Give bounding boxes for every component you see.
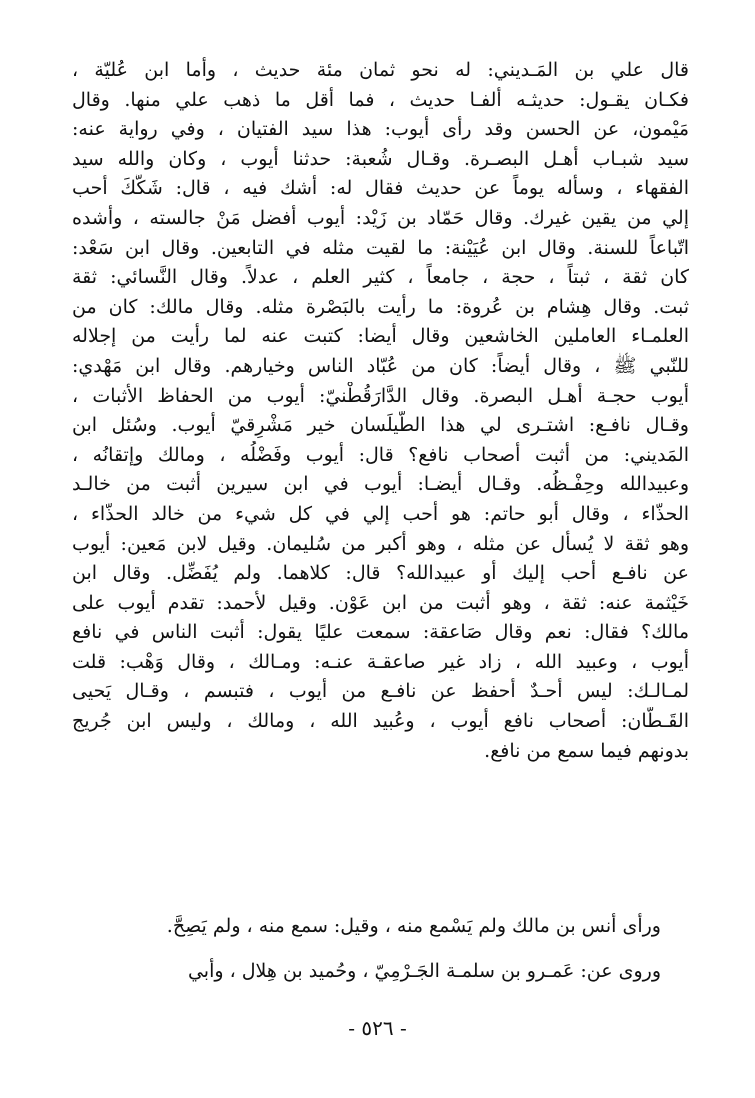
- text-line: الحذّاء ، وقال أبو حاتم: هو أحب إلي في كل شيء من خالد الحذّاء ،: [72, 502, 689, 525]
- text-line: للنّبي ﷺ ، وقال أيضاً: كان من عُبّاد الناس وخيارهم. وقال ابن مَهْدي:: [72, 354, 689, 377]
- text-line: العلمـاء العاملين الخاشعين وقال أيضا: كتبت عنه لما رأيت من إجلاله: [72, 325, 689, 348]
- text-line: مَيْمون، عن الحسن وقد رأى أيوب: هذا سيد الفتيان ، وفي رواية عنه:: [72, 118, 689, 141]
- text-line: الفقهاء ، وسأله يوماً عن حديث فقال له: أشك فيه ، قال: شَكُّكَ أحب: [72, 177, 689, 200]
- text-line: وروى عن: عَمـرو بن سلمـة الجَـرْمِيّ ، وحُميد بن هِلال ، وأبي: [187, 960, 661, 982]
- text-line: فكـان يقـول: حديثـه ألفـا حديث ، فما أقل ما ذهب علي منها. وقال: [72, 88, 689, 111]
- text-line: مالك؟ فقال: نعم وقال صَاعقة: سمعت عليًا يقول: أثبت الناس في نافع: [72, 621, 689, 644]
- text-line: اتّباعاً للسنة. وقال ابن عُيَيْنة: ما لقيت مثله في التابعين. وقال ابن سَعْد:: [72, 236, 689, 259]
- page-number: - ٥٢٦ -: [348, 1016, 407, 1040]
- paragraph-narrators: [72, 957, 689, 987]
- text-line: خَيْثمة عنه: ثقة ، وهو أثبت من ابن عَوْن. وقيل لأحمد: تقدم أيوب على: [72, 591, 689, 614]
- text-line: وهو ثقة لا يُسأل عن مثله ، وهو أكبر من سُليمان. وقيل لابن مَعين: أيوب: [72, 532, 689, 555]
- text-line: كان ثقة ، ثبتاً ، حجة ، جامعاً ، كثير العلم ، عدلاً. وقال النَّسائي: ثقة: [72, 266, 689, 289]
- text-line: القَـطّان: أصحاب نافع أيوب ، وعُبيد الله ، ومالك ، وليس ابن جُريج: [72, 710, 689, 733]
- text-line: قال علي بن المَـديني: له نحو ثمان مئة حديث ، وأما ابن عُليّة ،: [72, 59, 689, 81]
- text-line: لمـالـك: ليس أحـدٌ أحفظ عن نافـع من أيوب ، فتبسم ، وقـال يَحيى: [72, 680, 689, 703]
- text-line: عن نافـع أحب إليك أو عبيدالله؟ قال: كلاهما. ولم يُفَضِّل. وقال ابن: [72, 562, 689, 585]
- main-paragraph: [72, 56, 689, 766]
- text-line: وعبيدالله وحِفْـظُه. وقـال أيضـا: أيوب في ابن سيرين أثبت من خالـد: [72, 473, 689, 496]
- text-line: ورأى أنس بن مالك ولم يَسْمع منه ، وقيل: سمع منه ، ولم يَصِحَّ.: [166, 915, 661, 937]
- paragraph-anas: [72, 912, 689, 942]
- text-line: بدونهم فيما سمع من نافع.: [484, 739, 689, 762]
- text-line: وقـال نافـع: اشتـرى لي هذا الطّيلَسان خير مَشْرِقيّ أيوب. وسُئل ابن: [72, 414, 689, 437]
- text-line: أيوب ، وعبيد الله ، زاد غير صاعقـة عنـه: ومـالك ، وقال وَهْب: قلت: [72, 650, 689, 673]
- text-line: سيد شبـاب أهـل البصـرة. وقـال شُعبة: حدثنا أيوب ، وكان والله سيد: [72, 147, 689, 170]
- text-line: ثبت. وقال هِشام بن عُروة: ما رأيت بالبَصْرة مثله. وقال مالك: كان من: [72, 295, 689, 318]
- text-line: المَديني: من أثبت أصحاب نافع؟ قال: أيوب وفَضْلُه ، ومالك وإتقانُه ،: [72, 443, 689, 466]
- text-line: إلي من يقين غيرك. وقال حَمّاد بن زَيْد: أيوب أفضل مَنْ جالسته ، وأشده: [72, 206, 689, 229]
- text-line: أيوب حجـة أهـل البصرة. وقال الدَّارَقُطْنيّ: أيوب من الحفاظ الأثبات ،: [72, 384, 689, 407]
